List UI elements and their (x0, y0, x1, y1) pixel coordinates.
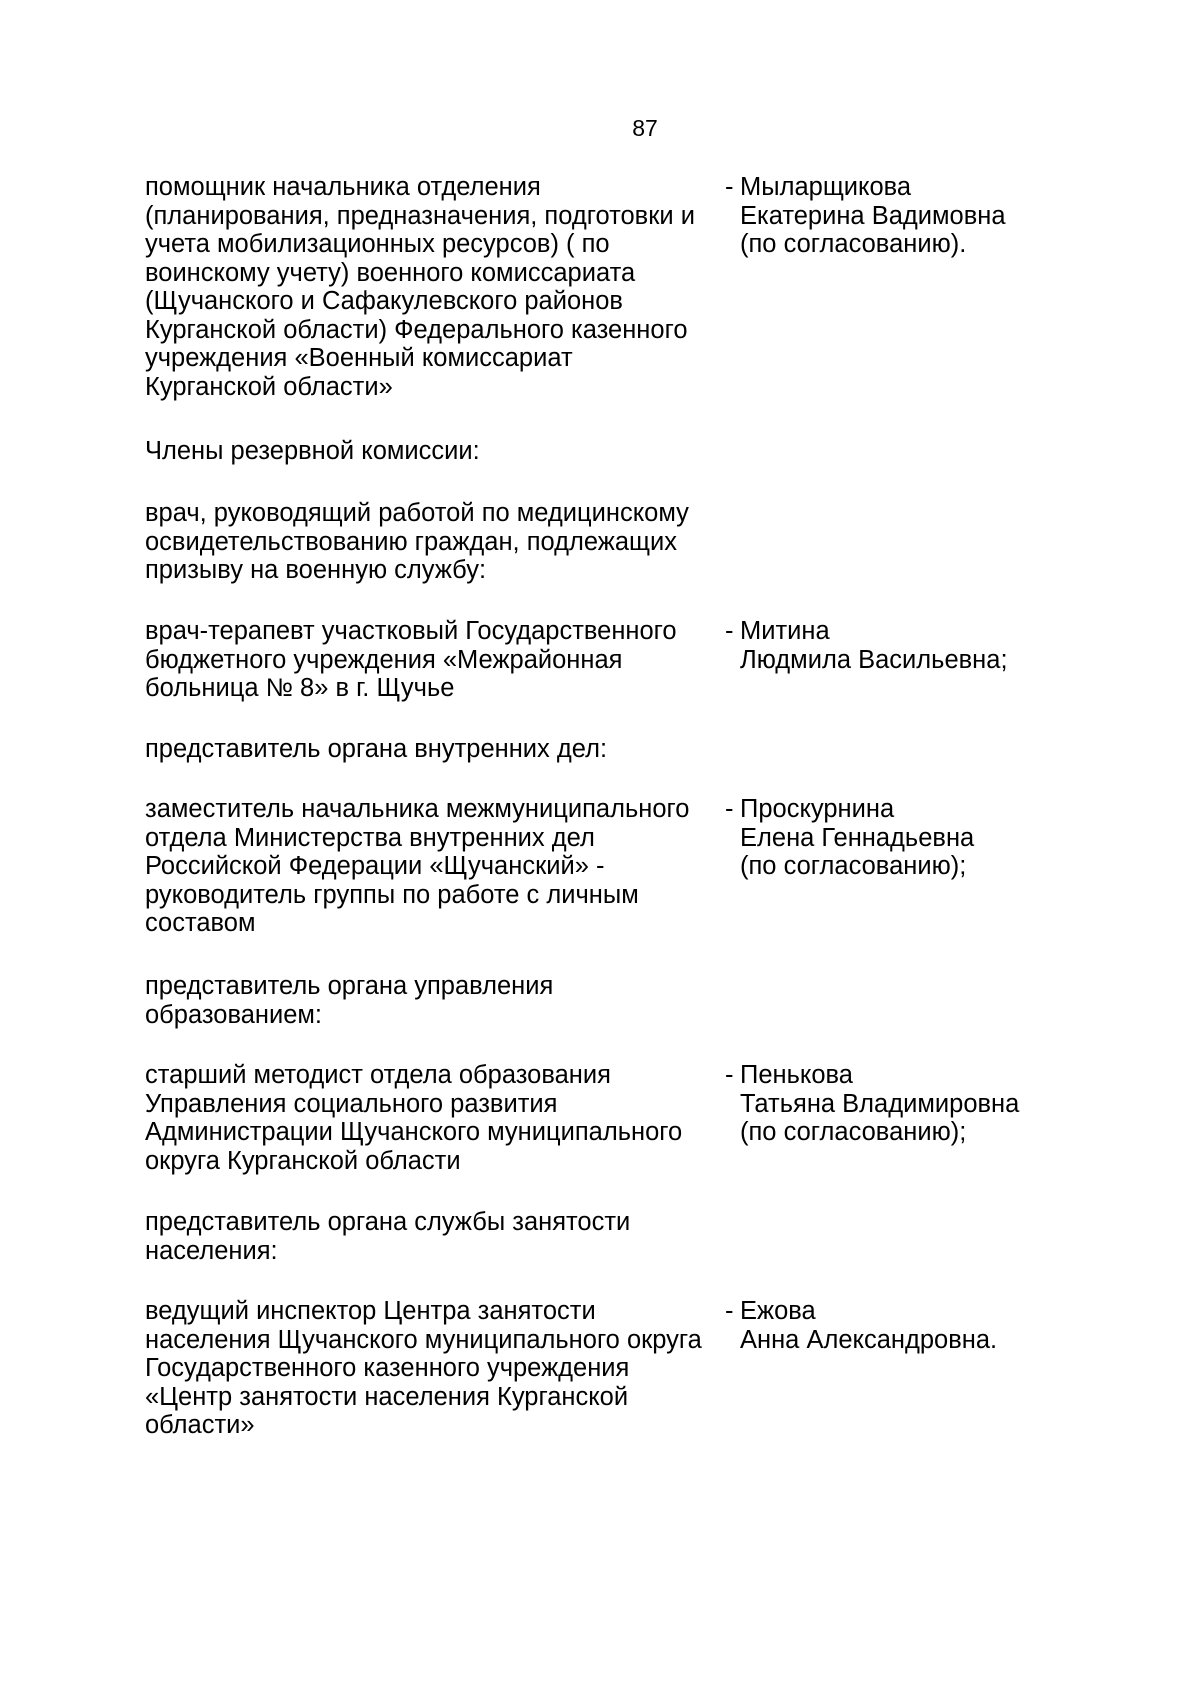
position-line: помощник начальника отделения (145, 173, 541, 201)
dash-separator: - (725, 173, 734, 201)
position-line: отдела Министерства внутренних дел (145, 823, 595, 852)
position-line: руководитель группы по работе с личным (145, 880, 639, 909)
position-line: воинскому учету) военного комиссариата (145, 258, 636, 287)
position-line: учета мобилизационных ресурсов) ( по (145, 230, 610, 258)
position-line: Управления социального развития (145, 1089, 558, 1118)
name-line: Елена Геннадьевна (740, 823, 975, 852)
heading-line: врач, руководящий работой по медицинскому (145, 499, 689, 527)
name-line: Митина (740, 617, 830, 645)
dash-separator: - (725, 1297, 734, 1325)
name-line: (по согласованию). (740, 230, 967, 258)
education-group-heading (145, 972, 845, 1029)
position-line: (Щучанского и Сафакулевского районов (145, 287, 623, 315)
position-line: ведущий инспектор Центра занятости (145, 1297, 596, 1325)
member-name (740, 1061, 1070, 1147)
name-line: Мыларщикова (740, 173, 912, 201)
dash-separator: - (725, 1061, 734, 1089)
member-name (740, 617, 1070, 674)
heading-line: Члены резервной комиссии: (145, 437, 480, 465)
heading-line: представитель органа управления (145, 972, 554, 1000)
name-line: (по согласованию); (740, 1118, 967, 1146)
member-position (145, 617, 720, 703)
member-position (145, 1061, 720, 1175)
position-line: «Центр занятости населения Курганской (145, 1382, 629, 1411)
position-line: учреждения «Военный комиссариат (145, 344, 573, 372)
dash-separator: - (725, 617, 734, 645)
name-line: Пенькова (740, 1061, 853, 1089)
position-line: составом (145, 909, 256, 937)
position-line: больница № 8» в г. Щучье (145, 674, 455, 702)
position-line: Государственного казенного учреждения (145, 1354, 630, 1382)
heading-line: населения: (145, 1236, 278, 1265)
position-line: (планирования, предназначения, подготовки и (145, 201, 695, 230)
heading-line: призыву на военную службу: (145, 556, 487, 584)
doctor-group-heading (145, 499, 845, 585)
name-line: (по согласованию); (740, 852, 967, 880)
heading-line: образованием: (145, 1000, 323, 1029)
member-name (740, 1297, 1070, 1354)
position-line: врач-терапевт участковый Государственного (145, 617, 677, 645)
heading-line: представитель органа службы занятости (145, 1208, 631, 1236)
name-line: Анна Александровна. (740, 1325, 998, 1354)
police-group-heading (145, 735, 845, 764)
member-name (740, 173, 1070, 259)
position-line: Администрации Щучанского муниципального (145, 1118, 683, 1146)
name-line: Ежова (740, 1297, 816, 1325)
members-heading (145, 437, 845, 466)
position-line: Российской Федерации «Щучанский» - (145, 852, 605, 880)
heading-line: освидетельствованию граждан, подлежащих (145, 527, 678, 556)
name-line: Екатерина Вадимовна (740, 201, 1006, 230)
dash-separator: - (725, 795, 734, 823)
heading-line: представитель органа внутренних дел: (145, 735, 608, 763)
position-line: старший методист отдела образования (145, 1061, 611, 1089)
name-line: Людмила Васильевна; (740, 645, 1008, 674)
position-line: Курганской области» (145, 372, 393, 401)
member-position (145, 1297, 720, 1440)
position-line: Курганской области) Федерального казенного (145, 315, 688, 344)
name-line: Татьяна Владимировна (740, 1089, 1020, 1118)
position-line: области» (145, 1411, 255, 1439)
position-line: заместитель начальника межмуниципального (145, 795, 690, 823)
member-position (145, 795, 720, 938)
page-number: 87 (632, 115, 658, 141)
position-line: бюджетного учреждения «Межрайонная (145, 645, 623, 674)
member-name (740, 795, 1070, 881)
employment-group-heading (145, 1208, 845, 1265)
name-line: Проскурнина (740, 795, 895, 823)
position-line: населения Щучанского муниципального округа (145, 1325, 702, 1354)
position-line: округа Курганской области (145, 1146, 461, 1175)
member-position (145, 173, 720, 401)
